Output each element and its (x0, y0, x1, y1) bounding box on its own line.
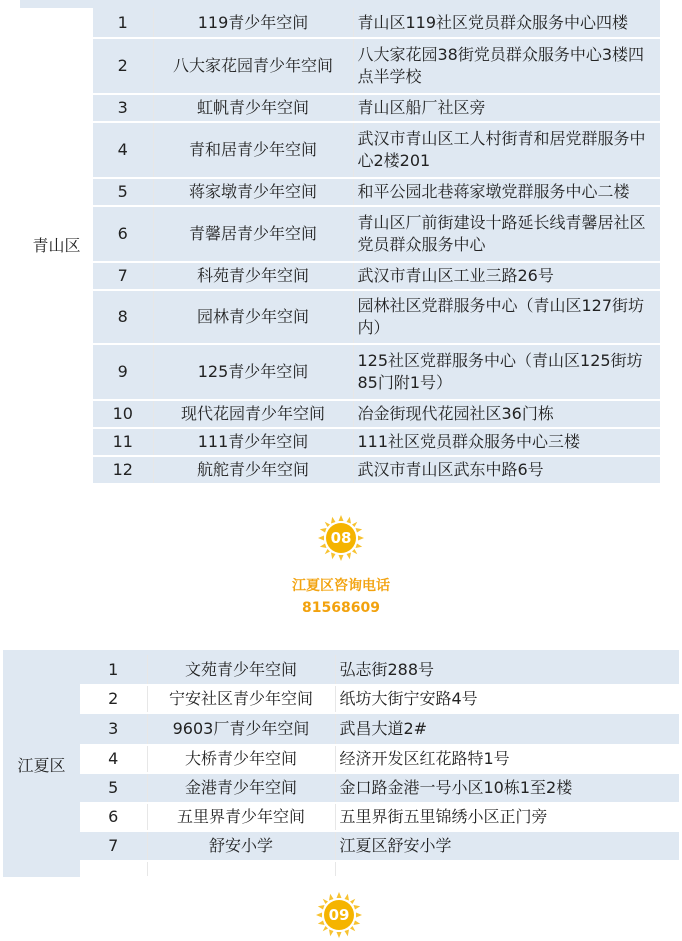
row-number: 4 (93, 122, 153, 178)
space-name: 125青少年空间 (153, 344, 353, 400)
space-name: 青馨居青少年空间 (153, 206, 353, 262)
sun-badge-08 (318, 515, 364, 561)
district-label: 江夏区 (3, 655, 80, 877)
space-name: 园林青少年空间 (153, 290, 353, 344)
table-row (20, 94, 660, 122)
space-name: 9603厂青少年空间 (147, 713, 335, 745)
space-name: 现代花园青少年空间 (153, 400, 353, 428)
jiangxia-table (3, 655, 679, 878)
badge-number: 08 (326, 523, 356, 553)
row-number: 10 (93, 400, 153, 428)
space-address: 弘志街288号 (335, 655, 679, 685)
space-name: 文苑青少年空间 (147, 655, 335, 685)
space-name: 五里界青少年空间 (147, 803, 335, 831)
table-row (20, 8, 660, 38)
space-name: 舒安小学 (147, 831, 335, 861)
space-address: 冶金街现代花园社区36门栋 (353, 400, 660, 428)
contact-phone: 81568609 (302, 600, 380, 616)
row-number: 5 (80, 773, 147, 803)
space-name: 111青少年空间 (153, 428, 353, 456)
table-row (20, 400, 660, 428)
row-number: 7 (80, 831, 147, 861)
space-address: 纸坊大街宁安路4号 (335, 685, 679, 713)
space-address: 园林社区党群服务中心（青山区127街坊内） (353, 290, 660, 344)
table-row (20, 38, 660, 94)
table-row (20, 344, 660, 400)
space-address: 江夏区舒安小学 (335, 831, 679, 861)
table-row (3, 745, 679, 773)
space-address: 青山区119社区党员群众服务中心四楼 (353, 8, 660, 38)
space-name: 蒋家墩青少年空间 (153, 178, 353, 206)
table-row (20, 428, 660, 456)
table-row (20, 178, 660, 206)
row-number: 3 (80, 713, 147, 745)
table-row (3, 803, 679, 831)
row-number: 9 (93, 344, 153, 400)
table-row (20, 206, 660, 262)
space-address: 青山区船厂社区旁 (353, 94, 660, 122)
contact-label: 江夏区咨询电话 (292, 578, 390, 594)
table-row (20, 290, 660, 344)
row-number: 4 (80, 745, 147, 773)
table-top-band (20, 0, 660, 8)
row-number: 11 (93, 428, 153, 456)
qingshan-table (20, 8, 660, 485)
row-number: 1 (80, 655, 147, 685)
space-name: 青和居青少年空间 (153, 122, 353, 178)
space-address: 五里界街五里锦绣小区正门旁 (335, 803, 679, 831)
table-row (3, 831, 679, 861)
space-name: 大桥青少年空间 (147, 745, 335, 773)
space-address: 八大家花园38街党员群众服务中心3楼四点半学校 (353, 38, 660, 94)
row-number: 6 (80, 803, 147, 831)
badge-number: 09 (324, 900, 354, 930)
row-number: 3 (93, 94, 153, 122)
table-row (3, 773, 679, 803)
row-number: 7 (93, 262, 153, 290)
sun-badge-09 (316, 892, 362, 938)
space-address: 武昌大道2# (335, 713, 679, 745)
row-number: 6 (93, 206, 153, 262)
table-row (20, 262, 660, 290)
table-row (3, 713, 679, 745)
row-number: 2 (80, 685, 147, 713)
table-row (20, 456, 660, 484)
district-label: 青山区 (20, 8, 93, 484)
table-row (20, 122, 660, 178)
row-number: 2 (93, 38, 153, 94)
space-name: 宁安社区青少年空间 (147, 685, 335, 713)
table-row (3, 655, 679, 685)
space-address: 武汉市青山区工人村街青和居党群服务中心2楼201 (353, 122, 660, 178)
space-address: 111社区党员群众服务中心三楼 (353, 428, 660, 456)
space-address: 武汉市青山区武东中路6号 (353, 456, 660, 484)
row-number: 5 (93, 178, 153, 206)
space-address: 青山区厂前街建设十路延长线青馨居社区党员群众服务中心 (353, 206, 660, 262)
table-row-spacer (3, 861, 679, 877)
space-name: 金港青少年空间 (147, 773, 335, 803)
space-name: 119青少年空间 (153, 8, 353, 38)
space-name: 航舵青少年空间 (153, 456, 353, 484)
row-number: 8 (93, 290, 153, 344)
space-name: 八大家花园青少年空间 (153, 38, 353, 94)
space-address: 金口路金港一号小区10栋1至2楼 (335, 773, 679, 803)
row-number: 12 (93, 456, 153, 484)
table-row (3, 685, 679, 713)
space-address: 125社区党群服务中心（青山区125街坊85门附1号） (353, 344, 660, 400)
space-address: 和平公园北巷蒋家墩党群服务中心二楼 (353, 178, 660, 206)
space-address: 武汉市青山区工业三路26号 (353, 262, 660, 290)
space-name: 虹帆青少年空间 (153, 94, 353, 122)
row-number: 1 (93, 8, 153, 38)
space-name: 科苑青少年空间 (153, 262, 353, 290)
space-address: 经济开发区红花路特1号 (335, 745, 679, 773)
